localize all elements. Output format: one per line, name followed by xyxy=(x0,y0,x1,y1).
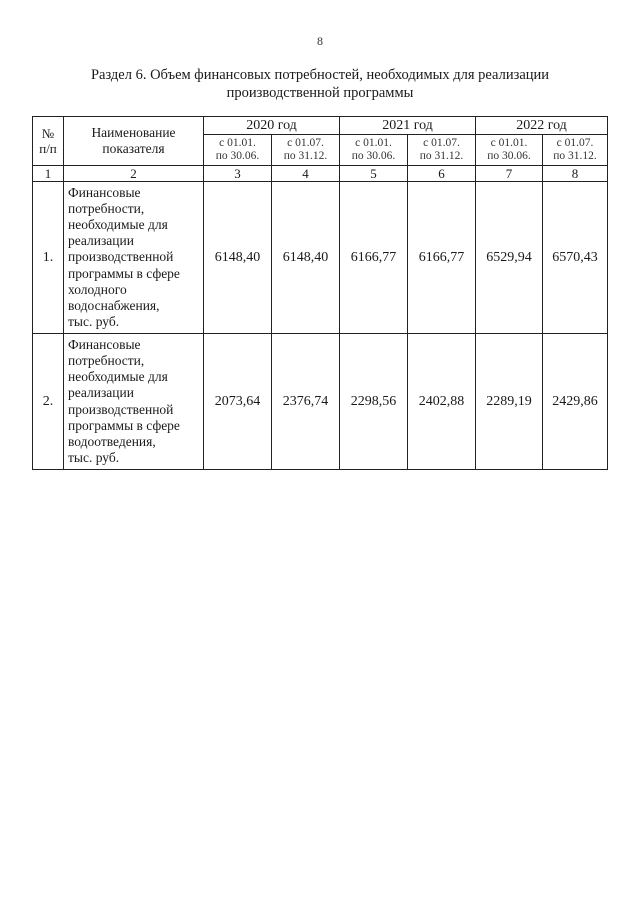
table-row-cold-water xyxy=(33,182,608,334)
header-row-years xyxy=(33,117,608,135)
page-number: 8 xyxy=(317,34,323,48)
header-name-line-1: Наименование xyxy=(91,125,176,140)
period-start: с 01.01. xyxy=(219,137,256,149)
financial-needs-table xyxy=(32,116,608,470)
row-value: 2402,88 xyxy=(408,334,476,470)
row-value: 6166,77 xyxy=(408,182,476,334)
period-start: с 01.07. xyxy=(423,137,460,149)
period-start: с 01.01. xyxy=(355,137,392,149)
row-name-line: тыс. руб. xyxy=(68,450,120,466)
column-index: 5 xyxy=(340,166,408,182)
row-name-line: реализации xyxy=(68,233,134,249)
row-name-line: потребности, xyxy=(68,200,145,216)
column-index: 8 xyxy=(543,166,608,182)
column-index: 1 xyxy=(33,166,64,182)
period-start: с 01.07. xyxy=(287,137,324,149)
header-number-line-2: п/п xyxy=(39,141,57,156)
row-number: 1. xyxy=(33,182,64,334)
row-name-line: необходимые для xyxy=(68,369,168,385)
header-indicator-name xyxy=(64,117,204,166)
header-period xyxy=(272,135,340,166)
period-end: по 31.12. xyxy=(553,150,597,162)
row-name-line: производственной xyxy=(68,249,174,265)
header-period xyxy=(476,135,543,166)
row-name-line: Финансовые xyxy=(68,336,141,352)
row-name-line: холодного xyxy=(68,281,127,297)
header-period xyxy=(204,135,272,166)
row-value: 6166,77 xyxy=(340,182,408,334)
row-name-line: программы в сфере xyxy=(68,265,180,281)
row-name-line: производственной xyxy=(68,401,174,417)
header-year-2021: 2021 год xyxy=(340,117,476,135)
row-name-line: Финансовые xyxy=(68,184,141,200)
column-index: 6 xyxy=(408,166,476,182)
table-row-wastewater xyxy=(33,334,608,470)
row-value: 6148,40 xyxy=(204,182,272,334)
header-number-line-1: № xyxy=(41,126,55,141)
column-index-row xyxy=(33,166,608,182)
row-name-line: необходимые для xyxy=(68,216,168,232)
header-year-2020: 2020 год xyxy=(204,117,340,135)
row-name-line: реализации xyxy=(68,385,134,401)
header-number xyxy=(33,117,64,166)
period-end: по 30.06. xyxy=(215,150,260,162)
header-period xyxy=(543,135,608,166)
period-end: по 31.12. xyxy=(283,150,328,162)
row-value: 2376,74 xyxy=(272,334,340,470)
period-end: по 30.06. xyxy=(351,150,396,162)
period-start: с 01.01. xyxy=(490,137,528,149)
row-value: 2289,19 xyxy=(476,334,543,470)
row-value: 6570,43 xyxy=(543,182,608,334)
row-number: 2. xyxy=(33,334,64,470)
header-name-line-2: показателя xyxy=(102,141,165,156)
row-name-line: тыс. руб. xyxy=(68,314,120,330)
row-indicator-name xyxy=(64,334,204,470)
row-name-line: программы в сфере xyxy=(68,417,180,433)
column-index: 7 xyxy=(476,166,543,182)
header-period xyxy=(340,135,408,166)
period-end: по 30.06. xyxy=(487,150,531,162)
column-index: 2 xyxy=(64,166,204,182)
section-title-line-2: производственной программы xyxy=(226,85,414,101)
row-value: 2073,64 xyxy=(204,334,272,470)
row-name-line: водоснабжения, xyxy=(68,298,160,313)
column-index: 3 xyxy=(204,166,272,182)
period-start: с 01.07. xyxy=(556,137,594,149)
period-end: по 31.12. xyxy=(419,150,464,162)
row-value: 2298,56 xyxy=(340,334,408,470)
row-value: 6529,94 xyxy=(476,182,543,334)
column-index: 4 xyxy=(272,166,340,182)
row-indicator-name xyxy=(64,182,204,334)
header-year-2022: 2022 год xyxy=(476,117,608,135)
row-name-line: потребности, xyxy=(68,352,145,368)
section-title xyxy=(60,66,580,102)
row-value: 2429,86 xyxy=(543,334,608,470)
section-title-line-1: Раздел 6. Объем финансовых потребностей, необходимых для реализации xyxy=(90,67,550,83)
row-value: 6148,40 xyxy=(272,182,340,334)
header-period xyxy=(408,135,476,166)
row-name-line: водоотведения, xyxy=(68,433,156,449)
